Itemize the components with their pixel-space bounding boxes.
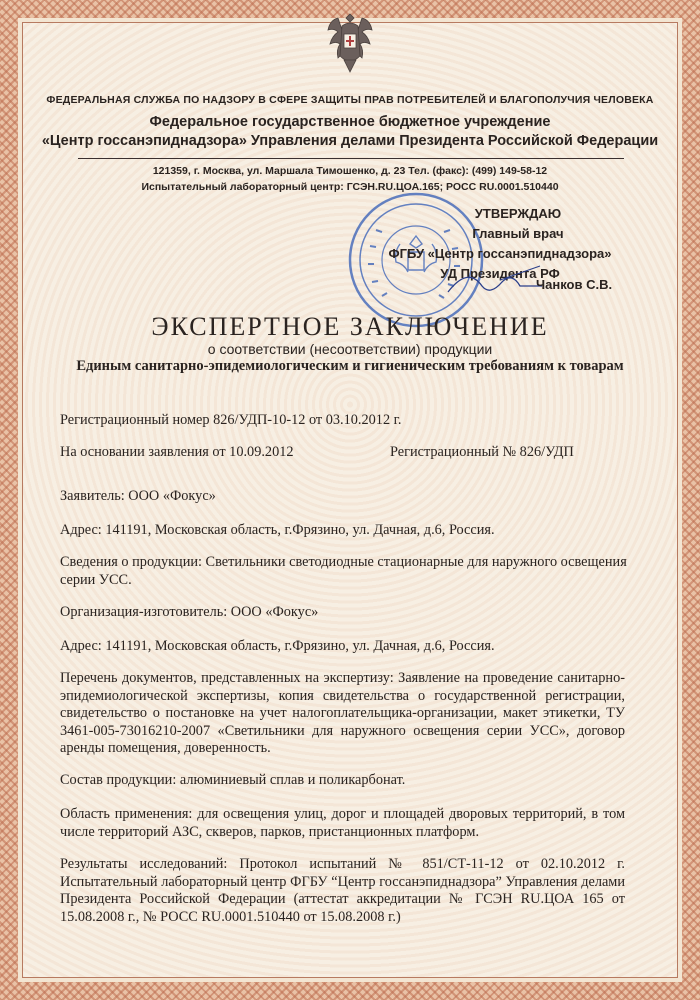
test-results: Результаты исследований: Протокол испытаний № 851/СТ-11-12 от 02.10.2012 г. Испытательный лабораторный центр ФГБУ “Центр госсанэпиднадзора” Управления делами Президента Российской Федерации (аттестат аккредитации № ГСЭН RU.ЦОА 165 от 15.08.2008 г., № РОСС RU.0001.510440 от 15.08.2008 г.) bbox=[60, 856, 625, 925]
org-address: 121359, г. Москва, ул. Маршала Тимошенко, д. 23 Тел. (факс): (499) 149-58-12 bbox=[152, 165, 548, 177]
document-subtitle: о соответствии (несоответствии) продукции bbox=[207, 341, 493, 357]
application-registration: Регистрационный № 826/УДП bbox=[390, 444, 574, 460]
document-title: ЭКСПЕРТНОЕ ЗАКЛЮЧЕНИЕ bbox=[151, 312, 549, 341]
document-subtitle-requirements: Единым санитарно-эпидемиологическим и гигиеническим требованиям к товарам bbox=[76, 358, 624, 374]
approval-institution: ФГБУ «Центр госсанэпиднадзора» bbox=[388, 246, 612, 261]
manufacturer: Организация-изготовитель: ООО «Фокус» bbox=[60, 604, 319, 620]
product-composition: Состав продукции: алюминиевый сплав и поликарбонат. bbox=[60, 772, 406, 788]
org-line-1: Федеральное государственное бюджетное учреждение bbox=[149, 114, 551, 130]
manufacturer-address: Адрес: 141191, Московская область, г.Фрязино, ул. Дачная, д.6, Россия. bbox=[60, 638, 495, 654]
application-area: Область применения: для освещения улиц, дорог и площадей дворовых территорий, в том числе территорий АЗС, скверов, парков, пристанционных платформ. bbox=[60, 806, 625, 840]
lab-accreditation: Испытательный лабораторный центр: ГСЭН.RU.ЦОА.165; РОСС RU.0001.510440 bbox=[141, 181, 559, 193]
approval-heading: УТВЕРЖДАЮ bbox=[474, 206, 562, 221]
signer-name: Чанков С.В. bbox=[536, 277, 613, 292]
org-line-2: «Центр госсанэпиднадзора» Управления делами Президента Российской Федерации bbox=[41, 133, 659, 149]
approval-position: Главный врач bbox=[472, 226, 564, 241]
coat-of-arms-icon bbox=[318, 8, 382, 78]
applicant: Заявитель: ООО «Фокус» bbox=[60, 488, 216, 504]
basis-row bbox=[60, 444, 632, 462]
agency-name: ФЕДЕРАЛЬНАЯ СЛУЖБА ПО НАДЗОРУ В СФЕРЕ ЗАЩИТЫ ПРАВ ПОТРЕБИТЕЛЕЙ И БЛАГОПОЛУЧИЯ ЧЕЛОВЕКА bbox=[46, 94, 654, 106]
application-date: На основании заявления от 10.09.2012 bbox=[60, 444, 294, 460]
signature-icon bbox=[440, 262, 550, 302]
applicant-address: Адрес: 141191, Московская область, г.Фрязино, ул. Дачная, д.6, Россия. bbox=[60, 522, 495, 538]
registration-number: Регистрационный номер 826/УДП-10-12 от 03.10.2012 г. bbox=[60, 412, 402, 428]
approval-department: УД Президента РФ bbox=[440, 266, 560, 281]
product-info: Сведения о продукции: Светильники светодиодные стационарные для наружного освещения серии УСС. bbox=[60, 554, 627, 588]
submitted-documents: Перечень документов, представленных на экспертизу: Заявление на проведение санитарно-эпидемиологической экспертизы, копия свидетельства о государственной регистрации, свидетельство о постановке на учет налогоплательщика-организации, макет этикетки, ТУ 3461-005-73016210-2007 «Светильники для наружного освещения серии УСС», договор аренды помещения, доверенность. bbox=[60, 670, 625, 756]
header-divider bbox=[78, 158, 624, 159]
